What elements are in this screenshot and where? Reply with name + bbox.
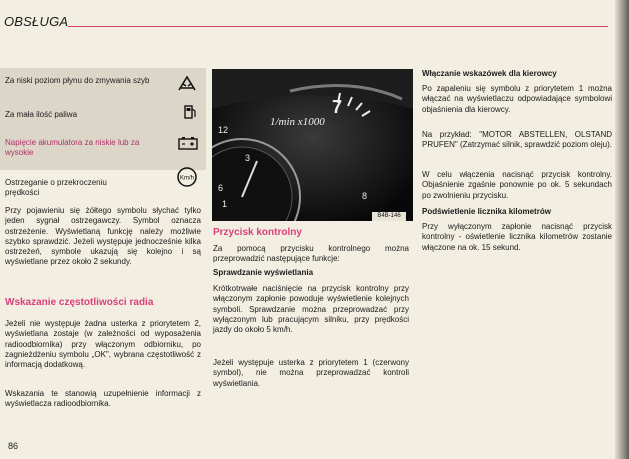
- right-subheading-driver-hints: Włączanie wskazówek dla kierowcy: [422, 69, 557, 78]
- tick-label-8: 8: [362, 191, 368, 201]
- middle-paragraph-1: Za pomocą przycisku kontrolnego można przeprowadzić następujące funkcje:: [213, 244, 409, 264]
- left-heading-radio: Wskazanie częstotliwości radia: [5, 297, 154, 308]
- page-number: 86: [8, 441, 19, 451]
- middle-heading-control-button: Przycisk kontrolny: [213, 227, 302, 238]
- speed-warning-icon-text: Km/h: [179, 175, 195, 182]
- middle-paragraph-2: Krótkotrwałe naciśnięcie na przycisk kontrolny przy włączonym zapłonie powoduje wyświetlenie kolejnych symboli. Sprawdzanie można przeprowadzać przy wyłączonym lub pracującym silniku, przy prędkości jazdy do około 5 km/h.: [213, 284, 409, 335]
- tick-label-6: 6: [218, 183, 224, 193]
- tick-label-1: 1: [222, 199, 228, 209]
- tick-label-3: 3: [245, 153, 251, 163]
- instrument-cluster-photo: [212, 69, 413, 221]
- right-paragraph-1: Po zapaleniu się symbolu z priorytetem 1 można włączać na wyświetlaczu odpowiadające symbolowi objaśnienia dla kierowcy.: [422, 84, 612, 114]
- tachometer-label: 1/min x1000: [270, 116, 325, 128]
- battery-icon: [178, 136, 198, 150]
- washer-fluid-icon: [177, 74, 197, 92]
- right-paragraph-3: W celu włączenia nacisnąć przycisk kontrolny. Objaśnienie zgaśnie ponownie po ok. 5 sekundach po zwolnieniu przycisku.: [422, 170, 612, 200]
- warning-washer-label: Za niski poziom płynu do zmywania szyb: [5, 76, 150, 85]
- warning-fuel-label: Za mała ilość paliwa: [5, 110, 78, 119]
- fuel-pump-icon: [182, 104, 198, 120]
- middle-paragraph-3: Jeżeli występuje usterka z priorytetem 1 (czerwony symbol), nie można przeprowadzać kontroli wyświetlania.: [213, 358, 409, 388]
- speed-warning-icon: [176, 166, 198, 188]
- tick-label-12: 12: [218, 125, 229, 135]
- right-paragraph-4: Przy wyłączonym zapłonie nacisnąć przycisk kontrolny - oświetlenie licznika kilometrów zostanie włączone na ok. 15 sekund.: [422, 222, 612, 252]
- instrument-cluster-drawing: [212, 69, 413, 221]
- header-rule: [68, 26, 608, 27]
- page-edge-shadow: [615, 0, 629, 459]
- warning-battery-label: Napięcie akumulatora za niskie lub za wysokie: [5, 138, 140, 157]
- left-paragraph-3: Wskazania te stanowią uzupełnienie informacji z wyświetlacza radioodbiornika.: [5, 389, 201, 409]
- warning-speed-label: Ostrzeganie o przekroczeniu prędkości: [5, 178, 107, 197]
- middle-subheading-display-check: Sprawdzanie wyświetlania: [213, 268, 314, 277]
- left-paragraph-1: Przy pojawieniu się żółtego symbolu słychać tylko jeden sygnał ostrzegawczy. Symbol oznacza ostrzeżenie. Wyświetlaną funkcję należy możliwie szybko sprawdzić. Jeżeli występuje jednocześnie kilka ostrzeżeń, symbole ukazują się kolejno i są wyświetlane przez około 2 sekundy.: [5, 206, 201, 267]
- figure-code: B4B-146: [372, 212, 406, 221]
- section-title: OBSŁUGA: [4, 14, 69, 29]
- left-paragraph-2: Jeżeli nie występuje żadna usterka z priorytetem 2, wyświetlana zostaje (w zależności od wyposażenia radioodbiornika) przy włączonym odbiorniku, po zagnieżdżeniu symbolu „OK", wybrana częstotliwość z informacją dodatkową.: [5, 319, 201, 370]
- tick-label-7: 7: [332, 97, 343, 117]
- right-paragraph-2: Na przykład: "MOTOR ABSTELLEN, OLSTAND PRUFEN" (Zatrzymać silnik, sprawdzić poziom oleju).: [422, 130, 612, 150]
- right-subheading-odometer-light: Podświetlenie licznika kilometrów: [422, 207, 551, 216]
